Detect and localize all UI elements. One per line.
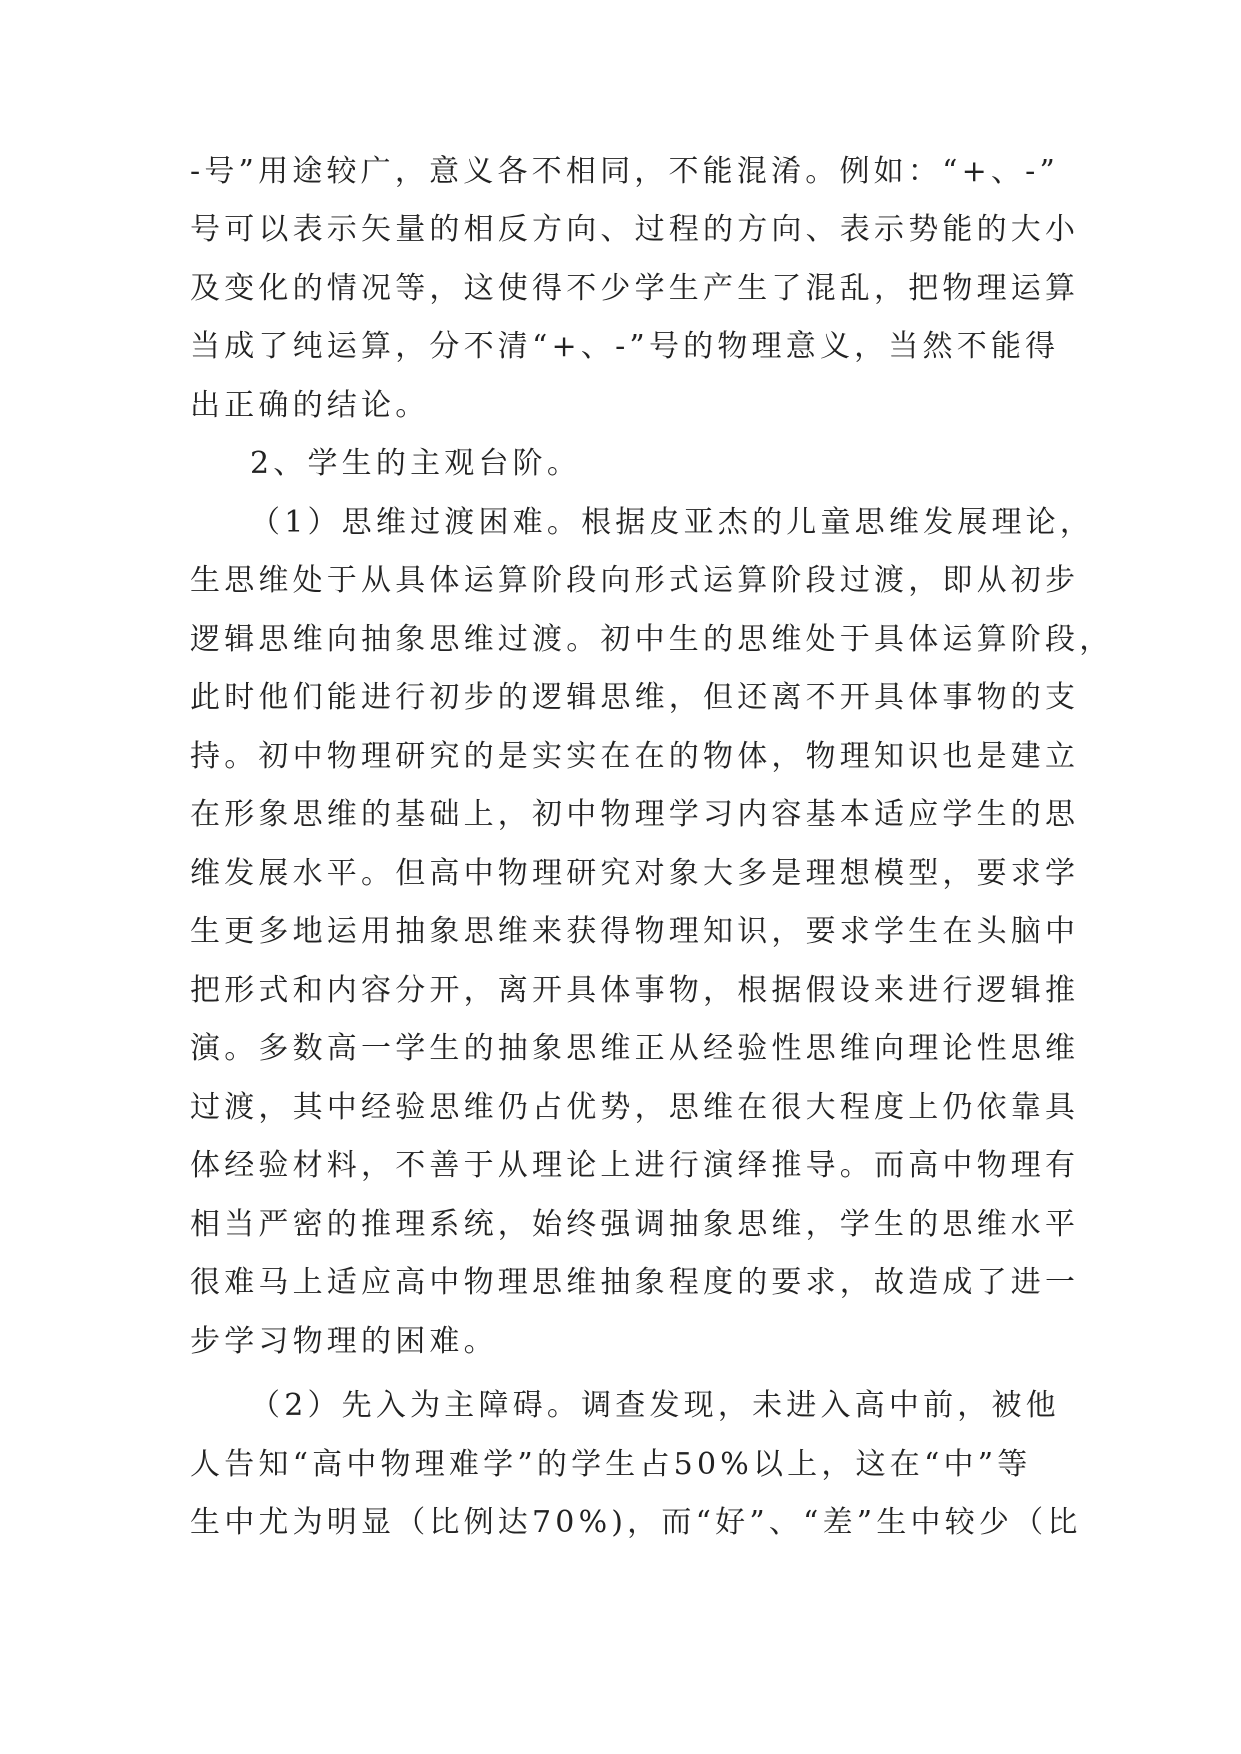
paragraph-line: 在形象思维的基础上，初中物理学习内容基本适应学生的思 [190,797,1080,832]
paragraph-line: 生更多地运用抽象思维来获得物理知识，要求学生在头脑中 [190,914,1080,949]
paragraph-line: 号可以表示矢量的相反方向、过程的方向、表示势能的大小 [190,212,1080,247]
paragraph-line: 出正确的结论。 [190,388,430,423]
paragraph-line: 生中尤为明显（比例达70%)，而“好”、“差”生中较少（比 [190,1505,1082,1540]
paragraph-line: 相当严密的推理系统，始终强调抽象思维，学生的思维水平 [190,1207,1080,1242]
paragraph-line: 此时他们能进行初步的逻辑思维，但还离不开具体事物的支 [190,680,1080,715]
paragraph-line: 步学习物理的困难。 [190,1324,498,1359]
paragraph-line: 人告知“高中物理难学”的学生占50%以上，这在“中”等 [190,1447,1032,1482]
paragraph-line: 持。初中物理研究的是实实在在的物体，物理知识也是建立 [190,739,1080,774]
paragraph-line: 过渡，其中经验思维仍占优势，思维在很大程度上仍依靠具 [190,1090,1080,1125]
section-heading: 2、学生的主观台阶。 [250,446,582,481]
paragraph-line: 生思维处于从具体运算阶段向形式运算阶段过渡，即从初步 [190,563,1080,598]
paragraph-line: -号”用途较广，意义各不相同，不能混淆。例如：“+、-” [190,154,1060,189]
paragraph-line: 很难马上适应高中物理思维抽象程度的要求，故造成了进一 [190,1265,1080,1300]
paragraph-line: 及变化的情况等，这使得不少学生产生了混乱，把物理运算 [190,271,1080,306]
paragraph-line: 当成了纯运算，分不清“+、-”号的物理意义，当然不能得 [190,329,1060,364]
subsection-line: （2）先入为主障碍。调查发现，未进入高中前，被他 [250,1388,1060,1423]
paragraph-line: 演。多数高一学生的抽象思维正从经验性思维向理论性思维 [190,1031,1080,1066]
paragraph-line: 维发展水平。但高中物理研究对象大多是理想模型，要求学 [190,856,1080,891]
paragraph-line: 把形式和内容分开，离开具体事物，根据假设来进行逻辑推 [190,973,1080,1008]
paragraph-line: 逻辑思维向抽象思维过渡。初中生的思维处于具体运算阶段， [190,622,1114,657]
subsection-line: （1）思维过渡困难。根据皮亚杰的儿童思维发展理论， [250,505,1095,540]
paragraph-line: 体经验材料，不善于从理论上进行演绎推导。而高中物理有 [190,1148,1080,1183]
